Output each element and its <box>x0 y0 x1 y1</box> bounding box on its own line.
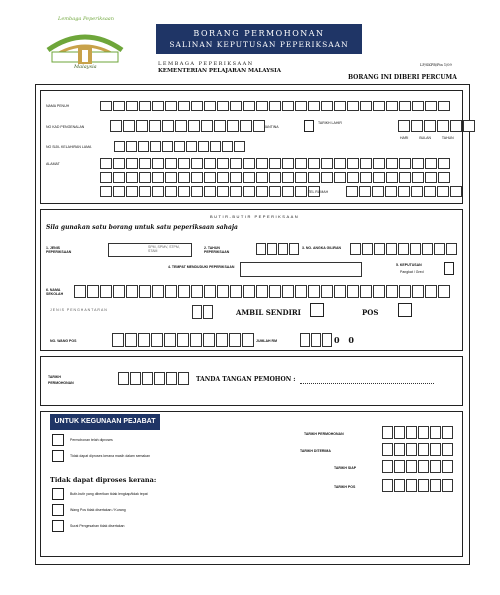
phone-label: TEL RUMAH <box>308 190 329 194</box>
org-line1: LEMBAGA PEPERIKSAAN <box>158 61 254 67</box>
title-line1: BORANG PERMOHONAN <box>193 29 325 38</box>
center-label: 4. TEMPAT MENDUDUKI PEPERIKSAAN <box>168 265 235 269</box>
address-line2[interactable] <box>100 172 451 183</box>
exam-year-field[interactable] <box>256 243 300 255</box>
copies-label: 5. KEPUTUSAN <box>396 263 422 267</box>
center-field[interactable] <box>240 262 362 277</box>
address-label: ALAMAT <box>46 162 60 166</box>
post-label: POS <box>362 308 379 317</box>
index-label: 3. NO. ANGKA GILIRAN <box>302 246 342 250</box>
sign-line[interactable] <box>300 383 434 384</box>
ic-field[interactable] <box>110 120 266 132</box>
name-label: NAMA PENUH <box>46 104 70 108</box>
office-check-1[interactable] <box>52 434 64 446</box>
reason-1-label: Butir-butir yang diberikan tidak lengkap/tidak tepat <box>70 492 148 496</box>
office-f2-label: TARIKH DITERIMA <box>300 449 331 453</box>
office-check-1-label: Permohonan telah diproses <box>70 438 113 442</box>
office-title: UNTUK KEGUNAAN PEJABAT <box>50 414 160 430</box>
app-date-field[interactable] <box>118 372 190 385</box>
school-field[interactable] <box>74 285 451 298</box>
delivery-label: JENIS PENGHANTARAN <box>50 308 108 312</box>
lp-logo: Lembaga Peperiksaan Malaysia <box>40 16 130 72</box>
birth-cert-field[interactable] <box>114 141 246 152</box>
org-line2: KEMENTERIAN PELAJARAN MALAYSIA <box>158 68 281 74</box>
free-notice: BORANG INI DIBERI PERCUMA <box>348 74 457 81</box>
money-order-field[interactable] <box>112 333 255 347</box>
address-line1[interactable] <box>100 158 451 169</box>
exam-year-label: 2. TAHUN PEPERIKSAAN <box>204 246 230 254</box>
index-field[interactable] <box>350 243 458 255</box>
copies-box[interactable] <box>444 262 454 275</box>
office-f3-label: TARIKH SIAP <box>334 466 357 470</box>
address-line3[interactable] <box>100 186 321 197</box>
reason-check-3[interactable] <box>52 520 64 532</box>
delivery-code-field[interactable] <box>192 305 214 319</box>
post-checkbox[interactable] <box>398 303 412 317</box>
ic-label: NO KAD PENGENALAN <box>46 125 85 129</box>
title-line2: SALINAN KEPUTUSAN PEPERIKSAAN <box>169 40 349 49</box>
title-banner <box>156 24 362 54</box>
reason-2-label: Wang Pos tidak disertakan / Kurang <box>70 508 126 512</box>
money-order-label: NO. WANG POS <box>50 339 77 343</box>
office-f4-field[interactable] <box>382 479 454 492</box>
office-f1-field[interactable] <box>382 426 454 439</box>
app-date-label: TARIKH PERMOHONAN <box>48 375 74 385</box>
pickup-checkbox[interactable] <box>310 303 324 317</box>
office-f1-label: TARIKH PERMOHONAN <box>304 432 344 436</box>
reason-check-1[interactable] <box>52 488 64 500</box>
amount-field[interactable] <box>300 333 333 347</box>
exam-type-field[interactable] <box>108 243 192 257</box>
exam-section-title: BUTIR-BUTIR PEPERIKSAAN <box>210 214 300 219</box>
school-label: 6. NAMA SEKOLAH <box>46 288 64 296</box>
office-f4-label: TARIKH POS <box>334 485 356 489</box>
dob-label: TARIKH LAHIR <box>318 121 342 125</box>
office-check-2-label: Tidak dapat diproses kerana masih dalam semakan <box>70 454 151 458</box>
dob-field[interactable] <box>398 120 476 132</box>
exam-type-hint: SPM, SPMV, STPM, STAM <box>148 245 180 253</box>
sign-label: TANDA TANGAN PEMOHON : <box>196 376 296 383</box>
pickup-label: AMBIL SENDIRI <box>236 308 301 317</box>
dob-sublabel: HARI BULAN TAHUN <box>400 136 454 140</box>
reason-check-2[interactable] <box>52 504 64 516</box>
phone-field[interactable] <box>346 186 463 197</box>
office-f3-field[interactable] <box>382 460 454 473</box>
form-code: LP/SKPB/Pin 1/09 <box>420 63 452 67</box>
office-check-2[interactable] <box>52 450 64 462</box>
amount-value: 0 0 <box>334 335 357 345</box>
gender-label: JANTINA <box>264 125 279 129</box>
exam-instruction: Sila gunakan satu borang untuk satu peperiksaan sahaja <box>46 224 238 231</box>
reasons-title: Tidak dapat diproses kerana: <box>50 476 157 484</box>
name-field[interactable] <box>100 101 451 111</box>
copies-sublabel: Pangkat / Gred <box>400 270 424 274</box>
birth-cert-label: NO SIJIL KELAHIRAN LAMA <box>46 145 92 149</box>
exam-type-label: 1. JENIS PEPERIKSAAN <box>46 246 72 254</box>
office-f2-field[interactable] <box>382 443 454 456</box>
amount-label: JUMLAH RM <box>256 339 277 343</box>
reason-3-label: Surat Pengesahan tidak disertakan <box>70 524 125 528</box>
gender-box[interactable] <box>304 120 314 132</box>
